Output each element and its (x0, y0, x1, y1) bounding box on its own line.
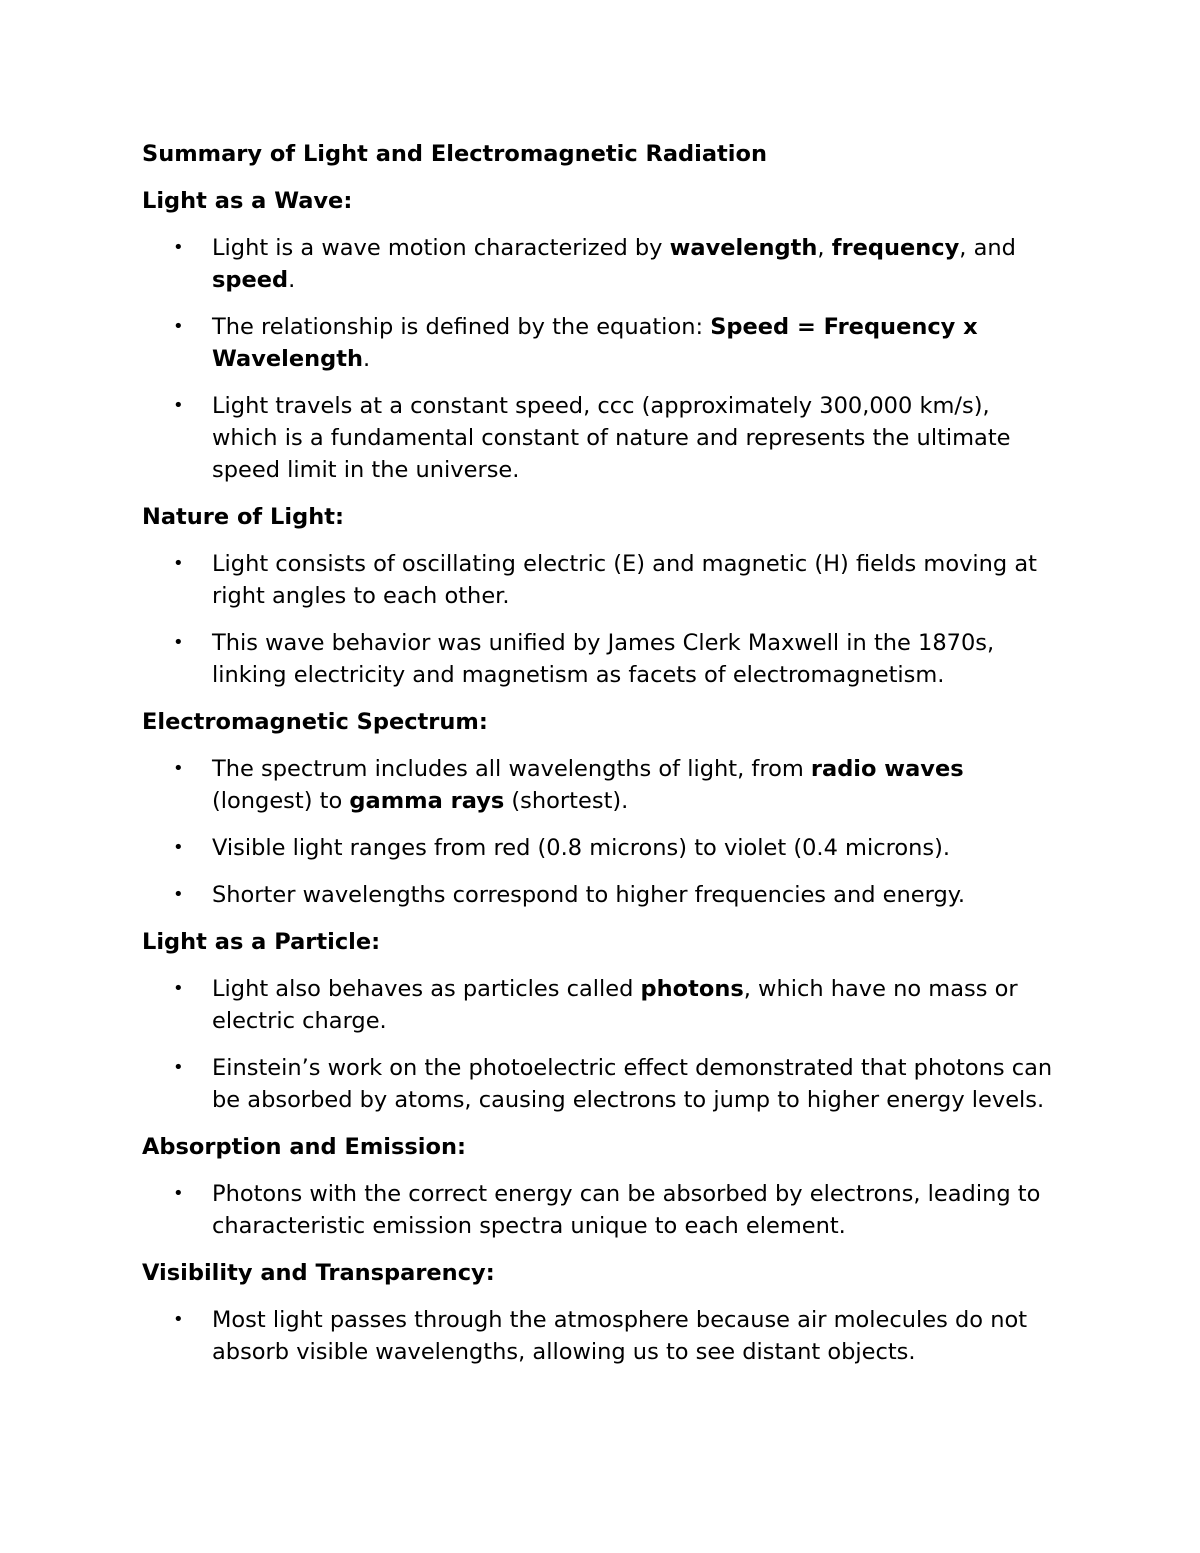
list-item (142, 753, 1062, 817)
list-item-text: Visible light ranges from red (0.8 microns) to violet (0.4 microns). (212, 835, 951, 861)
list-item-text: The relationship is defined by the equation: (212, 314, 711, 340)
section-heading: Absorption and Emission: (142, 1134, 466, 1160)
document-page (142, 138, 1062, 1383)
bullet-icon: • (173, 553, 184, 574)
list-item (142, 1178, 1062, 1242)
list-item-text: (shortest). (504, 788, 629, 814)
list-item-text: Light travels at a constant speed, ccc (approximately 300,000 km/s), which is a fundamental constant of nature and represents the ultimate speed limit in the universe. (212, 393, 1011, 483)
bold-term: wavelength (669, 235, 818, 261)
document-body (142, 185, 1062, 1368)
bullet-list (142, 1178, 1062, 1242)
list-item-text: Light consists of oscillating electric (E) and magnetic (H) fields moving at right angles to each other. (212, 551, 1037, 609)
list-item-text: Light is a wave motion characterized by (212, 235, 670, 261)
bold-term: frequency (831, 235, 960, 261)
bullet-icon: • (173, 884, 184, 905)
bold-term: speed (212, 267, 289, 293)
section-heading: Light as a Particle: (142, 929, 381, 955)
section-heading: Nature of Light: (142, 504, 344, 530)
list-item (142, 973, 1062, 1037)
bullet-icon: • (173, 978, 184, 999)
list-item (142, 311, 1062, 375)
section-heading: Light as a Wave: (142, 188, 353, 214)
bold-term: gamma rays (349, 788, 505, 814)
list-item-text: This wave behavior was unified by James Clerk Maxwell in the 1870s, linking electricity and magnetism as facets of electromagnetism. (212, 630, 995, 688)
list-item (142, 1052, 1062, 1116)
bullet-icon: • (173, 237, 184, 258)
bullet-list (142, 973, 1062, 1116)
list-item-text: . (288, 267, 296, 293)
bullet-list (142, 753, 1062, 911)
bullet-icon: • (173, 632, 184, 653)
bullet-icon: • (173, 1183, 184, 1204)
list-item (142, 879, 1062, 911)
list-item-text: . (363, 346, 371, 372)
list-item (142, 548, 1062, 612)
list-item-text: Einstein’s work on the photoelectric effect demonstrated that photons can be absorbed by atoms, causing electrons to jump to higher energy levels. (212, 1055, 1053, 1113)
bold-term: radio waves (810, 756, 964, 782)
list-item-text: Shorter wavelengths correspond to higher frequencies and energy. (212, 882, 965, 908)
document-title: Summary of Light and Electromagnetic Radiation (142, 141, 767, 167)
bullet-list (142, 232, 1062, 486)
bullet-icon: • (173, 1309, 184, 1330)
list-item-text: (longest) to (212, 788, 350, 814)
list-item-text: , (817, 235, 832, 261)
list-item (142, 627, 1062, 691)
bullet-icon: • (173, 1057, 184, 1078)
bold-term: photons (640, 976, 744, 1002)
bullet-list (142, 1304, 1062, 1368)
bullet-list (142, 548, 1062, 691)
list-item-text: Light also behaves as particles called (212, 976, 641, 1002)
bullet-icon: • (173, 395, 184, 416)
section-heading: Electromagnetic Spectrum: (142, 709, 488, 735)
list-item-text: , which have no mass or electric charge. (212, 976, 1018, 1034)
list-item (142, 832, 1062, 864)
bold-term: Speed = Frequency x Wavelength (212, 314, 978, 372)
list-item-text: The spectrum includes all wavelengths of light, from (212, 756, 811, 782)
list-item (142, 390, 1062, 486)
bullet-icon: • (173, 837, 184, 858)
bullet-icon: • (173, 316, 184, 337)
list-item-text: Most light passes through the atmosphere because air molecules do not absorb visible wavelengths, allowing us to see distant objects. (212, 1307, 1028, 1365)
list-item-text: , and (959, 235, 1016, 261)
list-item (142, 232, 1062, 296)
bullet-icon: • (173, 758, 184, 779)
list-item-text: Photons with the correct energy can be absorbed by electrons, leading to characteristic emission spectra unique to each element. (212, 1181, 1041, 1239)
section-heading: Visibility and Transparency: (142, 1260, 495, 1286)
list-item (142, 1304, 1062, 1368)
